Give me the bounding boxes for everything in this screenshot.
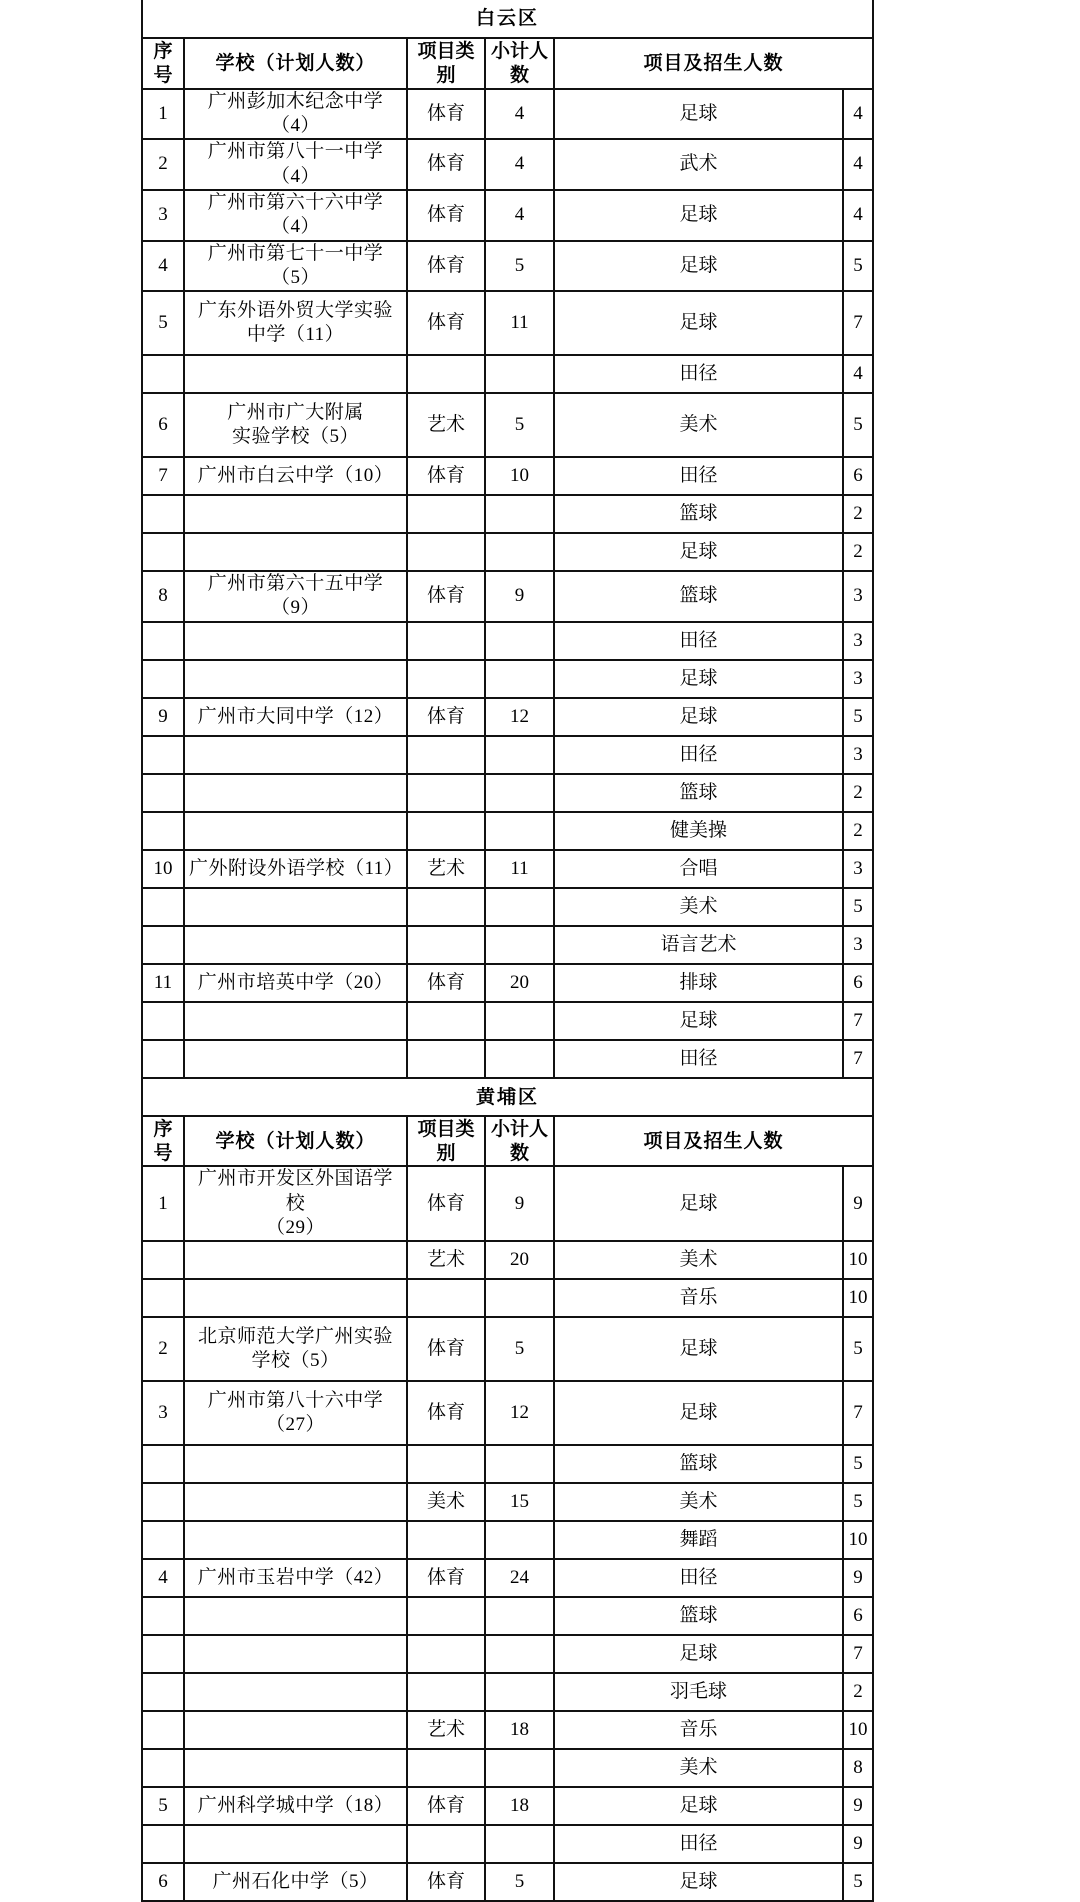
column-header-row <box>142 38 873 89</box>
table-row <box>142 1317 873 1381</box>
table-row <box>142 1445 873 1483</box>
cell-subtotal: 4 <box>485 89 554 140</box>
cell-school: 广州市第八十六中学 （27） <box>184 1381 407 1445</box>
cell-school: 广州市白云中学（10） <box>184 457 407 495</box>
cell-index <box>142 1445 184 1483</box>
cell-index <box>142 1002 184 1040</box>
table-row <box>142 571 873 622</box>
table-row <box>142 1559 873 1597</box>
cell-index <box>142 1483 184 1521</box>
cell-index: 6 <box>142 1863 184 1901</box>
table-row <box>142 888 873 926</box>
header-subtotal: 小计人 数 <box>485 38 554 89</box>
cell-count: 3 <box>843 571 873 622</box>
cell-index <box>142 812 184 850</box>
cell-count: 5 <box>843 1863 873 1901</box>
cell-project: 田径 <box>554 1040 843 1078</box>
cell-count: 7 <box>843 291 873 355</box>
cell-count: 10 <box>843 1711 873 1749</box>
cell-subtotal: 24 <box>485 1559 554 1597</box>
header-school: 学校（计划人数） <box>184 1116 407 1167</box>
cell-project: 足球 <box>554 1381 843 1445</box>
cell-school <box>184 1241 407 1279</box>
cell-category: 体育 <box>407 291 485 355</box>
cell-count: 10 <box>843 1521 873 1559</box>
district-title: 白云区 <box>142 0 873 38</box>
cell-subtotal <box>485 774 554 812</box>
cell-count: 5 <box>843 888 873 926</box>
table-row <box>142 495 873 533</box>
header-category: 项目类别 <box>407 38 485 89</box>
cell-school <box>184 622 407 660</box>
table-row <box>142 1597 873 1635</box>
cell-subtotal: 12 <box>485 1381 554 1445</box>
cell-project: 美术 <box>554 1241 843 1279</box>
table-row <box>142 1825 873 1863</box>
cell-subtotal <box>485 812 554 850</box>
table-row <box>142 964 873 1002</box>
cell-category: 体育 <box>407 964 485 1002</box>
cell-count: 2 <box>843 495 873 533</box>
cell-count: 5 <box>843 698 873 736</box>
cell-project: 羽毛球 <box>554 1673 843 1711</box>
cell-category <box>407 1521 485 1559</box>
cell-index: 4 <box>142 241 184 292</box>
cell-index: 8 <box>142 571 184 622</box>
cell-school <box>184 1040 407 1078</box>
cell-project: 美术 <box>554 888 843 926</box>
cell-index <box>142 774 184 812</box>
cell-index: 4 <box>142 1559 184 1597</box>
cell-index: 7 <box>142 457 184 495</box>
table-row <box>142 1711 873 1749</box>
cell-subtotal <box>485 888 554 926</box>
cell-index <box>142 622 184 660</box>
cell-subtotal: 4 <box>485 139 554 190</box>
cell-category <box>407 926 485 964</box>
header-index: 序号 <box>142 38 184 89</box>
district-title: 黄埔区 <box>142 1078 873 1116</box>
cell-school <box>184 1635 407 1673</box>
cell-category <box>407 1749 485 1787</box>
table-row <box>142 457 873 495</box>
cell-project: 田径 <box>554 457 843 495</box>
cell-index <box>142 1711 184 1749</box>
table-row <box>142 812 873 850</box>
cell-project: 篮球 <box>554 774 843 812</box>
cell-subtotal <box>485 533 554 571</box>
table-row <box>142 533 873 571</box>
cell-category <box>407 774 485 812</box>
cell-count: 8 <box>843 1749 873 1787</box>
cell-index <box>142 926 184 964</box>
cell-school: 广州市第八十一中学（4） <box>184 139 407 190</box>
cell-school: 广州市培英中学（20） <box>184 964 407 1002</box>
cell-category: 体育 <box>407 457 485 495</box>
cell-project: 田径 <box>554 736 843 774</box>
cell-subtotal <box>485 1673 554 1711</box>
cell-index: 10 <box>142 850 184 888</box>
cell-school: 广州市第六十五中学（9） <box>184 571 407 622</box>
cell-category <box>407 1445 485 1483</box>
cell-count: 10 <box>843 1279 873 1317</box>
cell-subtotal: 9 <box>485 1166 554 1241</box>
cell-category <box>407 1597 485 1635</box>
cell-school <box>184 355 407 393</box>
cell-index <box>142 1040 184 1078</box>
cell-category <box>407 495 485 533</box>
cell-count: 3 <box>843 622 873 660</box>
table-row <box>142 190 873 241</box>
cell-category: 体育 <box>407 1559 485 1597</box>
cell-count: 5 <box>843 1483 873 1521</box>
cell-count: 4 <box>843 139 873 190</box>
cell-index <box>142 533 184 571</box>
cell-project: 足球 <box>554 1787 843 1825</box>
table-row <box>142 698 873 736</box>
cell-subtotal <box>485 1749 554 1787</box>
cell-category: 艺术 <box>407 850 485 888</box>
cell-project: 篮球 <box>554 571 843 622</box>
cell-subtotal: 20 <box>485 964 554 1002</box>
header-index: 序号 <box>142 1116 184 1167</box>
cell-category: 艺术 <box>407 1241 485 1279</box>
cell-index <box>142 1635 184 1673</box>
cell-category <box>407 888 485 926</box>
cell-count: 7 <box>843 1002 873 1040</box>
cell-category: 体育 <box>407 1381 485 1445</box>
cell-subtotal: 4 <box>485 190 554 241</box>
cell-subtotal <box>485 1635 554 1673</box>
cell-subtotal <box>485 1002 554 1040</box>
cell-index <box>142 1279 184 1317</box>
cell-count: 7 <box>843 1040 873 1078</box>
cell-project: 音乐 <box>554 1279 843 1317</box>
cell-index <box>142 1825 184 1863</box>
cell-project: 足球 <box>554 1002 843 1040</box>
admissions-table-body <box>142 0 873 1901</box>
cell-index: 3 <box>142 190 184 241</box>
cell-category <box>407 660 485 698</box>
cell-count: 2 <box>843 1673 873 1711</box>
table-row <box>142 1040 873 1078</box>
cell-subtotal <box>485 1597 554 1635</box>
table-row <box>142 1635 873 1673</box>
cell-subtotal: 11 <box>485 291 554 355</box>
cell-count: 3 <box>843 660 873 698</box>
cell-subtotal: 15 <box>485 1483 554 1521</box>
cell-school: 广州科学城中学（18） <box>184 1787 407 1825</box>
cell-project: 篮球 <box>554 495 843 533</box>
table-row <box>142 622 873 660</box>
cell-category <box>407 736 485 774</box>
cell-project: 足球 <box>554 190 843 241</box>
cell-school <box>184 1711 407 1749</box>
cell-project: 足球 <box>554 533 843 571</box>
cell-project: 足球 <box>554 1166 843 1241</box>
cell-index: 6 <box>142 393 184 457</box>
cell-school <box>184 1483 407 1521</box>
cell-project: 美术 <box>554 393 843 457</box>
cell-subtotal: 10 <box>485 457 554 495</box>
cell-subtotal <box>485 736 554 774</box>
cell-project: 田径 <box>554 1825 843 1863</box>
cell-count: 6 <box>843 1597 873 1635</box>
cell-subtotal <box>485 1445 554 1483</box>
cell-count: 7 <box>843 1381 873 1445</box>
cell-count: 5 <box>843 241 873 292</box>
cell-school <box>184 736 407 774</box>
header-subtotal: 小计人 数 <box>485 1116 554 1167</box>
cell-subtotal: 5 <box>485 1863 554 1901</box>
cell-index: 2 <box>142 1317 184 1381</box>
cell-school: 广州彭加木纪念中学（4） <box>184 89 407 140</box>
cell-category <box>407 1040 485 1078</box>
cell-category: 体育 <box>407 1166 485 1241</box>
cell-school <box>184 533 407 571</box>
cell-project: 音乐 <box>554 1711 843 1749</box>
cell-category <box>407 622 485 660</box>
cell-subtotal <box>485 1825 554 1863</box>
cell-index <box>142 495 184 533</box>
cell-index <box>142 660 184 698</box>
cell-index: 5 <box>142 291 184 355</box>
cell-index <box>142 1241 184 1279</box>
cell-project: 健美操 <box>554 812 843 850</box>
cell-project: 足球 <box>554 241 843 292</box>
cell-count: 6 <box>843 964 873 1002</box>
cell-index: 1 <box>142 1166 184 1241</box>
cell-school: 广州市广大附属 实验学校（5） <box>184 393 407 457</box>
table-row <box>142 1483 873 1521</box>
cell-index <box>142 888 184 926</box>
cell-index <box>142 1597 184 1635</box>
table-row <box>142 1749 873 1787</box>
cell-project: 篮球 <box>554 1597 843 1635</box>
cell-project: 武术 <box>554 139 843 190</box>
table-row <box>142 1241 873 1279</box>
cell-subtotal: 18 <box>485 1787 554 1825</box>
cell-subtotal <box>485 622 554 660</box>
cell-school: 广州石化中学（5） <box>184 1863 407 1901</box>
cell-project: 足球 <box>554 1863 843 1901</box>
cell-school: 广州市第六十六中学（4） <box>184 190 407 241</box>
cell-subtotal: 5 <box>485 393 554 457</box>
cell-category <box>407 533 485 571</box>
cell-index <box>142 1749 184 1787</box>
table-row <box>142 774 873 812</box>
cell-project: 篮球 <box>554 1445 843 1483</box>
cell-index <box>142 355 184 393</box>
cell-index: 1 <box>142 89 184 140</box>
cell-subtotal <box>485 1279 554 1317</box>
cell-category <box>407 1673 485 1711</box>
header-school: 学校（计划人数） <box>184 38 407 89</box>
cell-index: 5 <box>142 1787 184 1825</box>
cell-count: 6 <box>843 457 873 495</box>
table-row <box>142 660 873 698</box>
table-row <box>142 1787 873 1825</box>
table-row <box>142 1521 873 1559</box>
cell-subtotal: 11 <box>485 850 554 888</box>
cell-count: 4 <box>843 190 873 241</box>
cell-project: 足球 <box>554 1635 843 1673</box>
cell-school: 广州市第七十一中学（5） <box>184 241 407 292</box>
cell-count: 4 <box>843 89 873 140</box>
cell-category: 体育 <box>407 139 485 190</box>
cell-school <box>184 812 407 850</box>
table-row <box>142 393 873 457</box>
cell-category <box>407 355 485 393</box>
cell-school: 北京师范大学广州实验学校（5） <box>184 1317 407 1381</box>
district-banner-row <box>142 1078 873 1116</box>
cell-category: 体育 <box>407 241 485 292</box>
cell-school <box>184 774 407 812</box>
table-row <box>142 1002 873 1040</box>
cell-school <box>184 1521 407 1559</box>
cell-project: 足球 <box>554 660 843 698</box>
cell-count: 5 <box>843 1445 873 1483</box>
table-row <box>142 355 873 393</box>
cell-category: 体育 <box>407 698 485 736</box>
cell-category: 体育 <box>407 571 485 622</box>
cell-category <box>407 1279 485 1317</box>
cell-category <box>407 1002 485 1040</box>
cell-category <box>407 1825 485 1863</box>
cell-count: 5 <box>843 1317 873 1381</box>
table-row <box>142 1863 873 1901</box>
cell-count: 7 <box>843 1635 873 1673</box>
cell-school: 广州市玉岩中学（42） <box>184 1559 407 1597</box>
cell-school <box>184 660 407 698</box>
header-projects: 项目及招生人数 <box>554 1116 873 1167</box>
cell-index: 3 <box>142 1381 184 1445</box>
cell-school: 广州市开发区外国语学校 （29） <box>184 1166 407 1241</box>
cell-subtotal: 5 <box>485 1317 554 1381</box>
cell-subtotal: 5 <box>485 241 554 292</box>
admissions-table-container <box>141 0 872 1902</box>
cell-project: 足球 <box>554 698 843 736</box>
cell-school <box>184 495 407 533</box>
cell-project: 美术 <box>554 1749 843 1787</box>
table-row <box>142 1279 873 1317</box>
cell-category: 体育 <box>407 89 485 140</box>
cell-project: 舞蹈 <box>554 1521 843 1559</box>
cell-count: 9 <box>843 1787 873 1825</box>
table-row <box>142 241 873 292</box>
cell-count: 2 <box>843 774 873 812</box>
cell-subtotal <box>485 495 554 533</box>
cell-count: 9 <box>843 1559 873 1597</box>
admissions-table <box>141 0 874 1902</box>
cell-count: 4 <box>843 355 873 393</box>
district-banner-row <box>142 0 873 38</box>
cell-index <box>142 736 184 774</box>
cell-subtotal <box>485 355 554 393</box>
table-row <box>142 139 873 190</box>
table-row <box>142 736 873 774</box>
cell-school <box>184 926 407 964</box>
cell-category: 艺术 <box>407 393 485 457</box>
cell-school <box>184 1673 407 1711</box>
cell-school <box>184 1749 407 1787</box>
cell-category: 体育 <box>407 190 485 241</box>
cell-school <box>184 1597 407 1635</box>
cell-project: 足球 <box>554 1317 843 1381</box>
cell-project: 田径 <box>554 355 843 393</box>
cell-school <box>184 1279 407 1317</box>
cell-subtotal <box>485 660 554 698</box>
cell-category: 体育 <box>407 1317 485 1381</box>
cell-count: 9 <box>843 1825 873 1863</box>
table-row <box>142 926 873 964</box>
cell-school: 广东外语外贸大学实验中学（11） <box>184 291 407 355</box>
cell-count: 10 <box>843 1241 873 1279</box>
table-row <box>142 89 873 140</box>
cell-count: 2 <box>843 533 873 571</box>
cell-subtotal <box>485 926 554 964</box>
cell-count: 9 <box>843 1166 873 1241</box>
cell-subtotal: 12 <box>485 698 554 736</box>
cell-index: 11 <box>142 964 184 1002</box>
cell-project: 田径 <box>554 622 843 660</box>
table-row <box>142 850 873 888</box>
cell-count: 3 <box>843 736 873 774</box>
table-row <box>142 1166 873 1241</box>
cell-subtotal <box>485 1040 554 1078</box>
cell-project: 语言艺术 <box>554 926 843 964</box>
cell-count: 2 <box>843 812 873 850</box>
cell-category <box>407 812 485 850</box>
cell-project: 足球 <box>554 89 843 140</box>
header-projects: 项目及招生人数 <box>554 38 873 89</box>
cell-category: 体育 <box>407 1863 485 1901</box>
cell-category: 艺术 <box>407 1711 485 1749</box>
cell-subtotal: 18 <box>485 1711 554 1749</box>
cell-subtotal: 20 <box>485 1241 554 1279</box>
cell-index: 2 <box>142 139 184 190</box>
cell-school <box>184 1445 407 1483</box>
cell-project: 田径 <box>554 1559 843 1597</box>
cell-count: 3 <box>843 926 873 964</box>
cell-project: 足球 <box>554 291 843 355</box>
cell-index <box>142 1673 184 1711</box>
table-row <box>142 291 873 355</box>
cell-category: 美术 <box>407 1483 485 1521</box>
table-row <box>142 1673 873 1711</box>
cell-project: 美术 <box>554 1483 843 1521</box>
cell-category <box>407 1635 485 1673</box>
cell-project: 合唱 <box>554 850 843 888</box>
cell-school <box>184 1825 407 1863</box>
cell-count: 3 <box>843 850 873 888</box>
cell-index: 9 <box>142 698 184 736</box>
cell-category: 体育 <box>407 1787 485 1825</box>
cell-index <box>142 1521 184 1559</box>
table-row <box>142 1381 873 1445</box>
cell-subtotal <box>485 1521 554 1559</box>
cell-school <box>184 1002 407 1040</box>
cell-school: 广外附设外语学校（11） <box>184 850 407 888</box>
column-header-row <box>142 1116 873 1167</box>
cell-count: 5 <box>843 393 873 457</box>
cell-project: 排球 <box>554 964 843 1002</box>
cell-subtotal: 9 <box>485 571 554 622</box>
cell-school <box>184 888 407 926</box>
cell-school: 广州市大同中学（12） <box>184 698 407 736</box>
header-category: 项目类别 <box>407 1116 485 1167</box>
